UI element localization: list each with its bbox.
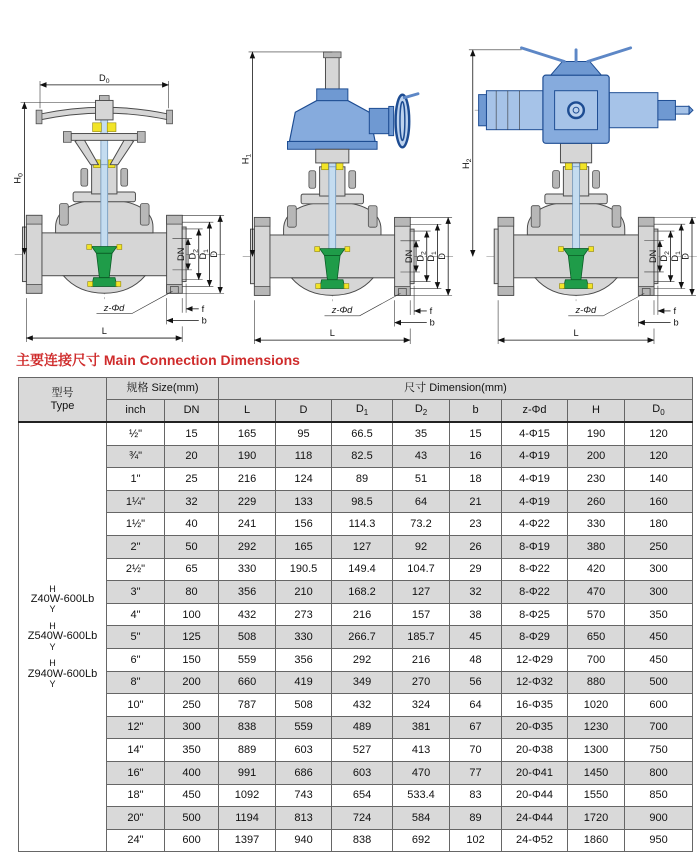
cell-zfd: 8-Φ19 <box>502 535 568 558</box>
cell-inch: ¾" <box>107 445 165 468</box>
gear-operator-icon <box>287 52 417 163</box>
cell-dn: 50 <box>165 535 219 558</box>
cell-l: 1397 <box>219 829 276 852</box>
cell-d1: 168.2 <box>332 581 393 604</box>
cell-inch: ½" <box>107 422 165 445</box>
cell-b: 38 <box>450 603 502 626</box>
cell-d: 118 <box>276 445 332 468</box>
cell-h: 230 <box>568 468 625 491</box>
cell-h: 1230 <box>568 716 625 739</box>
cell-d2: 43 <box>393 445 450 468</box>
cell-dn: 80 <box>165 581 219 604</box>
cell-dn: 20 <box>165 445 219 468</box>
table-row <box>19 468 693 491</box>
table-row <box>19 739 693 762</box>
cell-dn: 450 <box>165 784 219 807</box>
cell-dn: 32 <box>165 490 219 513</box>
cell-d1: 98.5 <box>332 490 393 513</box>
cell-dn: 200 <box>165 671 219 694</box>
cell-d1: 82.5 <box>332 445 393 468</box>
cell-h: 380 <box>568 535 625 558</box>
cell-l: 356 <box>219 581 276 604</box>
cell-d0: 300 <box>625 558 693 581</box>
cell-dn: 100 <box>165 603 219 626</box>
header-h: H <box>568 400 625 423</box>
handwheel-icon <box>36 96 172 124</box>
cell-d0: 180 <box>625 513 693 536</box>
cell-inch: 14" <box>107 739 165 762</box>
header-dn: DN <box>165 400 219 423</box>
cell-h: 420 <box>568 558 625 581</box>
cell-d1: 724 <box>332 807 393 830</box>
cell-d0: 700 <box>625 716 693 739</box>
table-row <box>19 422 693 445</box>
cell-d: 210 <box>276 581 332 604</box>
cell-h: 470 <box>568 581 625 604</box>
header-b: b <box>450 400 502 423</box>
cell-h: 260 <box>568 490 625 513</box>
drawing-gear-valve <box>231 48 455 346</box>
table-row <box>19 603 693 626</box>
cell-inch: 5" <box>107 626 165 649</box>
cell-l: 330 <box>219 558 276 581</box>
cell-d2: 127 <box>393 581 450 604</box>
cell-d0: 900 <box>625 807 693 830</box>
cell-b: 18 <box>450 468 502 491</box>
cell-d0: 250 <box>625 535 693 558</box>
cell-b: 64 <box>450 694 502 717</box>
cell-b: 48 <box>450 648 502 671</box>
cell-zfd: 24-Φ44 <box>502 807 568 830</box>
cell-l: 991 <box>219 761 276 784</box>
cell-d1: 838 <box>332 829 393 852</box>
table-row <box>19 807 693 830</box>
cell-zfd: 4-Φ19 <box>502 445 568 468</box>
header-dimension-group: 尺寸 Dimension(mm) <box>219 378 693 400</box>
cell-inch: 1¼" <box>107 490 165 513</box>
cell-dn: 125 <box>165 626 219 649</box>
cell-d: 356 <box>276 648 332 671</box>
cell-l: 432 <box>219 603 276 626</box>
cell-d0: 160 <box>625 490 693 513</box>
cell-inch: 3" <box>107 581 165 604</box>
cell-b: 16 <box>450 445 502 468</box>
cell-d0: 450 <box>625 648 693 671</box>
cell-d2: 413 <box>393 739 450 762</box>
cell-d: 419 <box>276 671 332 694</box>
cell-d2: 92 <box>393 535 450 558</box>
cell-inch: 10" <box>107 694 165 717</box>
cell-d2: 73.2 <box>393 513 450 536</box>
cell-d2: 64 <box>393 490 450 513</box>
cell-zfd: 8-Φ22 <box>502 581 568 604</box>
cell-d1: 266.7 <box>332 626 393 649</box>
type-cell <box>19 422 107 852</box>
cell-l: 1194 <box>219 807 276 830</box>
cell-zfd: 16-Φ35 <box>502 694 568 717</box>
cell-d: 508 <box>276 694 332 717</box>
cell-b: 26 <box>450 535 502 558</box>
drawing-handwheel-valve <box>3 73 227 346</box>
header-d1: $D_1$ <box>332 400 393 423</box>
cell-dn: 600 <box>165 829 219 852</box>
cell-zfd: 8-Φ25 <box>502 603 568 626</box>
cell-inch: 18" <box>107 784 165 807</box>
cell-d1: 216 <box>332 603 393 626</box>
cell-d: 156 <box>276 513 332 536</box>
cell-l: 292 <box>219 535 276 558</box>
cell-inch: 1½" <box>107 513 165 536</box>
cell-inch: 20" <box>107 807 165 830</box>
cell-d: 813 <box>276 807 332 830</box>
cell-d2: 692 <box>393 829 450 852</box>
cell-h: 1550 <box>568 784 625 807</box>
cell-dn: 150 <box>165 648 219 671</box>
table-row <box>19 648 693 671</box>
cell-d1: 292 <box>332 648 393 671</box>
cell-zfd: 20-Φ44 <box>502 784 568 807</box>
cell-b: 23 <box>450 513 502 536</box>
cell-l: 1092 <box>219 784 276 807</box>
cell-d0: 500 <box>625 671 693 694</box>
cell-dn: 300 <box>165 716 219 739</box>
cell-b: 21 <box>450 490 502 513</box>
cell-d1: 349 <box>332 671 393 694</box>
cell-d2: 51 <box>393 468 450 491</box>
cell-zfd: 4-Φ15 <box>502 422 568 445</box>
cell-d: 686 <box>276 761 332 784</box>
cell-h: 1450 <box>568 761 625 784</box>
cell-b: 77 <box>450 761 502 784</box>
cell-inch: 2½" <box>107 558 165 581</box>
cell-dn: 15 <box>165 422 219 445</box>
cell-d: 273 <box>276 603 332 626</box>
section-title: 主要连接尺寸 Main Connection Dimensions <box>16 352 300 368</box>
cell-d2: 533.4 <box>393 784 450 807</box>
cell-d0: 120 <box>625 422 693 445</box>
cell-dn: 350 <box>165 739 219 762</box>
cell-d: 133 <box>276 490 332 513</box>
cell-inch: 8" <box>107 671 165 694</box>
valve-type: H Z540W-600Lb Y <box>27 620 98 652</box>
cell-d2: 157 <box>393 603 450 626</box>
table-row <box>19 445 693 468</box>
cell-l: 241 <box>219 513 276 536</box>
cell-b: 15 <box>450 422 502 445</box>
cell-zfd: 20-Φ35 <box>502 716 568 739</box>
cell-b: 45 <box>450 626 502 649</box>
table-row <box>19 671 693 694</box>
cell-inch: 24" <box>107 829 165 852</box>
cell-d1: 149.4 <box>332 558 393 581</box>
header-inch: inch <box>107 400 165 423</box>
cell-l: 229 <box>219 490 276 513</box>
cell-d1: 114.3 <box>332 513 393 536</box>
cell-h: 1720 <box>568 807 625 830</box>
table-row <box>19 694 693 717</box>
dim-label-h2: $H_2$ <box>460 158 473 170</box>
cell-l: 559 <box>219 648 276 671</box>
cell-d0: 750 <box>625 739 693 762</box>
table-row <box>19 513 693 536</box>
table-row <box>19 581 693 604</box>
cell-d2: 381 <box>393 716 450 739</box>
cell-d2: 470 <box>393 761 450 784</box>
cell-d1: 527 <box>332 739 393 762</box>
cell-h: 190 <box>568 422 625 445</box>
cell-d2: 185.7 <box>393 626 450 649</box>
header-d2: $D_2$ <box>393 400 450 423</box>
cell-l: 889 <box>219 739 276 762</box>
cell-d1: 66.5 <box>332 422 393 445</box>
cell-h: 700 <box>568 648 625 671</box>
cell-l: 508 <box>219 626 276 649</box>
header-l: L <box>219 400 276 423</box>
cell-b: 29 <box>450 558 502 581</box>
table-row <box>19 716 693 739</box>
cell-inch: 6" <box>107 648 165 671</box>
valve-type: H Z40W-600Lb Y <box>30 583 95 615</box>
dim-label-d0: $D_0$ <box>99 73 110 85</box>
cell-zfd: 4-Φ19 <box>502 490 568 513</box>
table-row <box>19 761 693 784</box>
cell-h: 650 <box>568 626 625 649</box>
cell-d0: 140 <box>625 468 693 491</box>
cell-inch: 16" <box>107 761 165 784</box>
cell-zfd: 24-Φ52 <box>502 829 568 852</box>
cell-d1: 603 <box>332 761 393 784</box>
cell-d: 559 <box>276 716 332 739</box>
cell-b: 70 <box>450 739 502 762</box>
cell-b: 67 <box>450 716 502 739</box>
cell-d: 603 <box>276 739 332 762</box>
table-row <box>19 626 693 649</box>
table-row <box>19 829 693 852</box>
cell-d2: 216 <box>393 648 450 671</box>
cell-b: 56 <box>450 671 502 694</box>
header-type: 型号 Type <box>19 378 107 423</box>
dim-label-h1: $H_1$ <box>240 153 253 165</box>
cell-l: 787 <box>219 694 276 717</box>
cell-d: 190.5 <box>276 558 332 581</box>
cell-d1: 654 <box>332 784 393 807</box>
cell-zfd: 20-Φ38 <box>502 739 568 762</box>
cell-d: 165 <box>276 535 332 558</box>
cell-d: 743 <box>276 784 332 807</box>
side-handwheel-icon <box>396 95 410 148</box>
cell-zfd: 20-Φ41 <box>502 761 568 784</box>
header-size-group: 规格 Size(mm) <box>107 378 219 400</box>
cell-h: 1860 <box>568 829 625 852</box>
cell-d0: 300 <box>625 581 693 604</box>
cell-d: 940 <box>276 829 332 852</box>
electric-actuator-icon <box>475 48 693 163</box>
cell-inch: 1" <box>107 468 165 491</box>
cell-l: 216 <box>219 468 276 491</box>
cell-l: 660 <box>219 671 276 694</box>
cell-h: 1300 <box>568 739 625 762</box>
drawing-electric-valve <box>459 42 697 346</box>
cell-h: 200 <box>568 445 625 468</box>
cell-d0: 950 <box>625 829 693 852</box>
cell-l: 165 <box>219 422 276 445</box>
cell-d1: 489 <box>332 716 393 739</box>
cell-zfd: 8-Φ29 <box>502 626 568 649</box>
cell-d0: 800 <box>625 761 693 784</box>
cell-d0: 850 <box>625 784 693 807</box>
header-z-phi-d: z-Φd <box>502 400 568 423</box>
header-d0: $D_0$ <box>625 400 693 423</box>
table-row <box>19 784 693 807</box>
cell-dn: 40 <box>165 513 219 536</box>
cell-zfd: 12-Φ32 <box>502 671 568 694</box>
cell-h: 570 <box>568 603 625 626</box>
cell-zfd: 8-Φ22 <box>502 558 568 581</box>
cell-d2: 35 <box>393 422 450 445</box>
cell-b: 102 <box>450 829 502 852</box>
cell-d: 330 <box>276 626 332 649</box>
cell-d1: 432 <box>332 694 393 717</box>
cell-d: 124 <box>276 468 332 491</box>
cell-l: 190 <box>219 445 276 468</box>
table-row <box>19 490 693 513</box>
cell-d0: 350 <box>625 603 693 626</box>
cell-zfd: 4-Φ19 <box>502 468 568 491</box>
cell-dn: 65 <box>165 558 219 581</box>
cell-l: 838 <box>219 716 276 739</box>
cell-d2: 584 <box>393 807 450 830</box>
valve-drawings <box>0 0 700 346</box>
cell-d2: 324 <box>393 694 450 717</box>
cell-dn: 250 <box>165 694 219 717</box>
cell-dn: 25 <box>165 468 219 491</box>
cell-dn: 500 <box>165 807 219 830</box>
dim-label-h0: $H_0$ <box>12 173 25 184</box>
cell-inch: 4" <box>107 603 165 626</box>
cell-d1: 127 <box>332 535 393 558</box>
cell-h: 330 <box>568 513 625 536</box>
cell-b: 32 <box>450 581 502 604</box>
cell-h: 880 <box>568 671 625 694</box>
cell-h: 1020 <box>568 694 625 717</box>
cell-d: 95 <box>276 422 332 445</box>
cell-d0: 450 <box>625 626 693 649</box>
cell-d0: 600 <box>625 694 693 717</box>
header-d: D <box>276 400 332 423</box>
cell-b: 83 <box>450 784 502 807</box>
cell-d2: 104.7 <box>393 558 450 581</box>
cell-zfd: 4-Φ22 <box>502 513 568 536</box>
cell-d2: 270 <box>393 671 450 694</box>
table-row <box>19 558 693 581</box>
cell-inch: 2" <box>107 535 165 558</box>
table-row <box>19 535 693 558</box>
cell-inch: 12" <box>107 716 165 739</box>
cell-zfd: 12-Φ29 <box>502 648 568 671</box>
valve-type: H Z940W-600Lb Y <box>27 658 98 690</box>
cell-d0: 120 <box>625 445 693 468</box>
cell-dn: 400 <box>165 761 219 784</box>
dimensions-table <box>18 377 693 852</box>
cell-b: 89 <box>450 807 502 830</box>
cell-d1: 89 <box>332 468 393 491</box>
